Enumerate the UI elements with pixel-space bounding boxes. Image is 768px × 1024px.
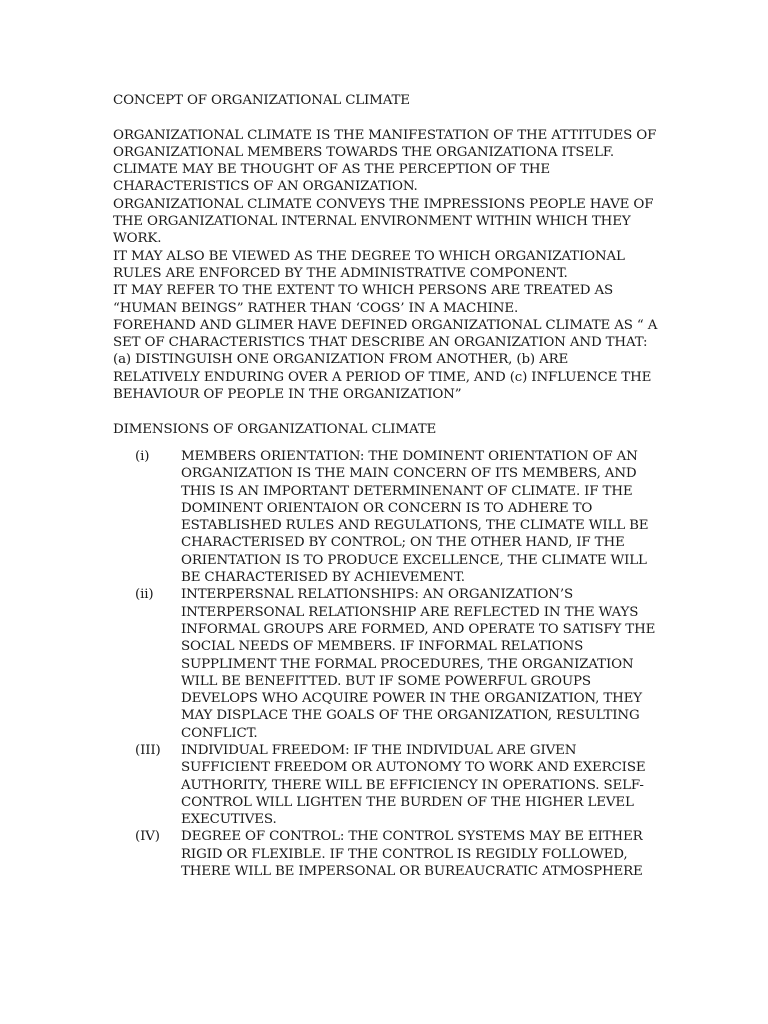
list-item <box>113 828 658 880</box>
list-marker: (ii) <box>135 587 154 603</box>
document-body <box>113 92 658 880</box>
paragraph-rules-enforced: IT MAY ALSO BE VIEWED AS THE DEGREE TO WHICH ORGANIZATIONAL RULES ARE ENFORCED BY THE ADMINISTRATIVE COMPONENT. <box>113 248 625 281</box>
dimensions-list <box>113 448 658 880</box>
paragraph-human-beings: IT MAY REFER TO THE EXTENT TO WHICH PERSONS ARE TREATED AS “HUMAN BEINGS” RATHER THAN ‘COGS’ IN A MACHINE. <box>113 283 613 316</box>
dimensions-list-wrapper <box>113 438 658 880</box>
list-item-text: INDIVIDUAL FREEDOM: IF THE INDIVIDUAL ARE GIVEN SUFFICIENT FREEDOM OR AUTONOMY TO WORK AND EXERCISE AUTHORITY, THERE WILL BE EFFICIENCY IN OPERATIONS. SELF-CONTROL WILL LIGHTEN THE BURDEN OF THE HIGHER LEVEL EXECUTIVES. <box>181 742 646 828</box>
paragraph-perception: CLIMATE MAY BE THOUGHT OF AS THE PERCEPTION OF THE CHARACTERISTICS OF AN ORGANIZATION. <box>113 162 551 195</box>
spacer <box>113 109 658 126</box>
paragraph-manifestation: ORGANIZATIONAL CLIMATE IS THE MANIFESTATION OF THE ATTITUDES OF ORGANIZATIONAL MEMBERS TOWARDS THE ORGANIZATIONA ITSELF. <box>113 127 657 160</box>
list-item <box>113 742 658 828</box>
paragraph-impressions: ORGANIZATIONAL CLIMATE CONVEYS THE IMPRESSIONS PEOPLE HAVE OF THE ORGANIZATIONAL INTERNAL ENVIRONMENT WITHIN WHICH THEY WORK. <box>113 196 654 247</box>
paragraph-definition: FOREHAND AND GLIMER HAVE DEFINED ORGANIZATIONAL CLIMATE AS “ A SET OF CHARACTERISTICS THAT DESCRIBE AN ORGANIZATION AND THAT: (a) DISTINGUISH ONE ORGANIZATION FROM ANOTHER, (b) ARE RELATIVELY ENDURING OVER A PERIOD OF TIME, AND (c) INFLUENCE THE BEHAVIOUR OF PEOPLE IN THE ORGANIZATION” <box>113 317 658 403</box>
spacer <box>113 403 658 420</box>
list-item <box>113 448 658 586</box>
list-marker: (i) <box>135 448 150 464</box>
list-item <box>113 586 658 742</box>
list-item-text: DEGREE OF CONTROL: THE CONTROL SYSTEMS MAY BE EITHER RIGID OR FLEXIBLE. IF THE CONTROL IS REGIDLY FOLLOWED, THERE WILL BE IMPERSONAL OR BUREAUCRATIC ATMOSPHERE <box>181 829 643 880</box>
section-heading: DIMENSIONS OF ORGANIZATIONAL CLIMATE <box>113 421 437 437</box>
list-item-text: MEMBERS ORIENTATION: THE DOMINENT ORIENTATION OF AN ORGANIZATION IS THE MAIN CONCERN OF ITS MEMBERS, AND THIS IS AN IMPORTANT DETERMINENANT OF CLIMATE. IF THE DOMINENT ORIENTAION OR CONCERN IS TO ADHERE TO ESTABLISHED RULES AND REGULATIONS, THE CLIMATE WILL BE CHARACTERISED BY CONTROL; ON THE OTHER HAND, IF THE ORIENTATION IS TO PRODUCE EXCELLENCE, THE CLIMATE WILL BE CHARACTERISED BY ACHIEVEMENT. <box>181 448 649 586</box>
list-marker: (IV) <box>135 829 160 845</box>
list-item-text: INTERPERSNAL RELATIONSHIPS: AN ORGANIZATION’S INTERPERSONAL RELATIONSHIP ARE REFLECTED IN THE WAYS INFORMAL GROUPS ARE FORMED, AND OPERATE TO SATISFY THE SOCIAL NEEDS OF MEMBERS. IF INFORMAL RELATIONS SUPPLIMENT THE FORMAL PROCEDURES, THE ORGANIZATION WILL BE BENEFITTED. BUT IF SOME POWERFUL GROUPS DEVELOPS WHO ACQUIRE POWER IN THE ORGANIZATION, THEY MAY DISPLACE THE GOALS OF THE ORGANIZATION, RESULTING CONFLICT. <box>181 587 656 741</box>
list-marker: (III) <box>135 742 161 758</box>
document-title: CONCEPT OF ORGANIZATIONAL CLIMATE <box>113 93 410 108</box>
